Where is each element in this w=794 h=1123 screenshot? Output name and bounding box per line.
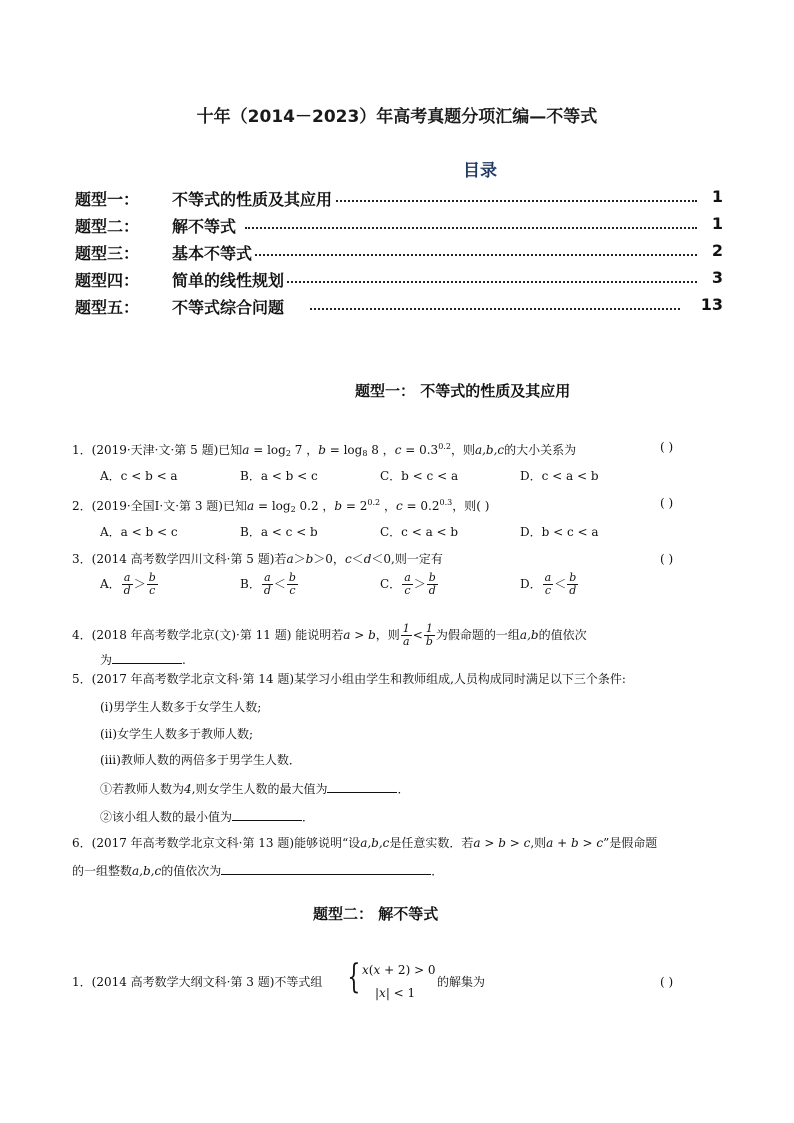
section-heading: 题型一： 不等式的性质及其应用 [355, 382, 571, 400]
toc-item-text: 解不等式 [172, 214, 238, 237]
question-prefix: 1．(2014 高考数学大纲文科·第 3 题)不等式组 [72, 975, 323, 989]
document-title: 十年（2014－2023）年高考真题分项汇编—不等式 [196, 107, 598, 127]
toc-leader-dots [310, 308, 680, 310]
toc-item[interactable] [75, 239, 725, 266]
inequality-2: |x| < 1 [375, 986, 416, 1000]
option-c: C．c < a < b [380, 525, 459, 539]
question-prefix: 1．(2019·天津·文·第 5 题)已知 [72, 443, 243, 457]
question-mid: ，则 [450, 443, 475, 457]
toc-item-page: 3 [711, 268, 723, 287]
question-4: 4．(2018 年高考数学北京(文)·第 11 题) 能说明若a > b，则 $\frac{1}{a}$ < $\frac{1}{b}$ 为假命题的一组a,b的值依次 [72, 622, 587, 648]
toc-leader-dots [275, 281, 697, 283]
toc-item-text: 不等式综合问题 [172, 295, 286, 318]
question-suffix: 的值依次 [538, 628, 587, 642]
subquestion-1: ①若教师人数为4,则女学生人数的最大值为 ． [100, 782, 410, 796]
option-b: B． $\frac{a}{d}$ ＜ $\frac{b}{c}$ [240, 571, 296, 597]
toc-item[interactable] [75, 293, 725, 320]
option-a: A． $\frac{a}{d}$ ＞ $\frac{b}{c}$ [100, 571, 156, 597]
answer-paren: ( ) [660, 975, 674, 989]
toc-item-label: 题型四： [75, 271, 140, 290]
question-6: 6．(2017 年高考数学北京文科·第 13 题)能够说明“设a,b,c是任意实数．若a > b > c,则a + b > c”是假命题 [72, 836, 658, 850]
section-heading: 题型二： 解不等式 [313, 905, 439, 923]
question-2: 2．(2019·全国Ⅰ·文·第 3 题)已知$a = \log_2 0.2$ ，$b = 2^{0.2}$ ，$c = 0.2^{0.3}$，则( ) [72, 498, 490, 514]
question-mid: ，则 [375, 628, 400, 642]
answer-blank[interactable] [221, 862, 431, 875]
question-prefix: 6．(2017 年高考数学北京文科·第 13 题)能够说明“设 [72, 836, 361, 850]
toc-item-page: 13 [700, 295, 723, 314]
question-suffix: 的大小关系为 [504, 443, 577, 457]
toc-item[interactable] [75, 266, 725, 293]
system-brace: { [347, 957, 361, 997]
condition-2: (ⅱ)女学生人数多于教师人数; [100, 727, 254, 741]
toc-leader-dots [245, 227, 697, 229]
answer-blank[interactable] [232, 808, 302, 821]
question-suffix: ,则一定有 [391, 552, 443, 566]
option-b: B．a < c < b [240, 525, 318, 539]
toc-item-text: 不等式的性质及其应用 [172, 187, 334, 210]
option-c: C． $\frac{a}{c}$ ＞ $\frac{b}{d}$ [380, 571, 436, 597]
toc-item-page: 1 [711, 214, 723, 233]
option-a: A．c < b < a [100, 469, 178, 483]
question-suffix: 的解集为 [437, 975, 486, 989]
question-2-1 [72, 974, 322, 990]
option-a: A．a < b < c [100, 525, 178, 539]
toc-item-page: 1 [711, 187, 723, 206]
answer-paren: ( ) [660, 496, 674, 510]
toc-item[interactable] [75, 212, 725, 239]
condition-1: (ⅰ)男学生人数多于女学生人数; [100, 700, 262, 714]
question-mid: 是任意实数．若 [389, 836, 474, 850]
toc-item-label: 题型二： [75, 217, 140, 236]
answer-paren: ( ) [660, 440, 674, 454]
question-6-line2: 的一组整数a,b,c的值依次为 ． [72, 864, 444, 878]
option-b: B．a < b < c [240, 469, 318, 483]
toc-item[interactable] [75, 185, 725, 212]
toc-item-label: 题型一： [75, 190, 140, 209]
question-mid: 为假命题的一组 [435, 628, 520, 642]
option-d: D．c < a < b [520, 469, 599, 483]
table-of-contents [75, 185, 725, 320]
option-d: D． $\frac{a}{c}$ ＜ $\frac{b}{d}$ [520, 571, 577, 597]
toc-leader-dots [255, 254, 697, 256]
answer-blank[interactable] [327, 780, 397, 793]
question-suffix: ，则( ) [452, 499, 490, 513]
toc-item-text: 简单的线性规划 [172, 268, 286, 291]
option-d: D．b < c < a [520, 525, 599, 539]
toc-item-page: 2 [711, 241, 723, 260]
option-c: C．b < c < a [380, 469, 459, 483]
inequality-1: x(x + 2) > 0 [362, 963, 436, 977]
question-4-line2: 为 . [100, 653, 186, 667]
answer-blank[interactable] [112, 651, 182, 664]
question-1: 1．(2019·天津·文·第 5 题)已知$a = \log_2 7$ ，$b = \log_8 8$ ，$c = 0.3^{0.2}$，则a,b,c的大小关系为 [72, 442, 577, 458]
question-5: 5．(2017 年高考数学北京文科·第 14 题)某学习小组由学生和教师组成,人员构成同时满足以下三个条件: [72, 672, 626, 686]
toc-item-label: 题型三： [75, 244, 140, 263]
question-suffix: ”是假命题 [603, 836, 658, 850]
question-prefix: 4．(2018 年高考数学北京(文)·第 11 题) 能说明若 [72, 628, 344, 642]
toc-item-label: 题型五： [75, 298, 140, 317]
question-3: 3．(2014 高考数学四川文科·第 5 题)若a＞b＞0，c＜d＜0,则一定有 [72, 552, 443, 566]
question-prefix: 2．(2019·全国Ⅰ·文·第 3 题)已知 [72, 499, 247, 513]
subquestion-2: ②该小组人数的最小值为 ． [100, 810, 315, 824]
question-prefix: 3．(2014 高考数学四川文科·第 5 题)若 [72, 552, 287, 566]
toc-item-text: 基本不等式 [172, 241, 254, 264]
toc-heading: 目录 [463, 161, 497, 181]
answer-paren: ( ) [660, 552, 674, 566]
condition-3: (ⅲ)教师人数的两倍多于男学生人数． [100, 753, 301, 767]
